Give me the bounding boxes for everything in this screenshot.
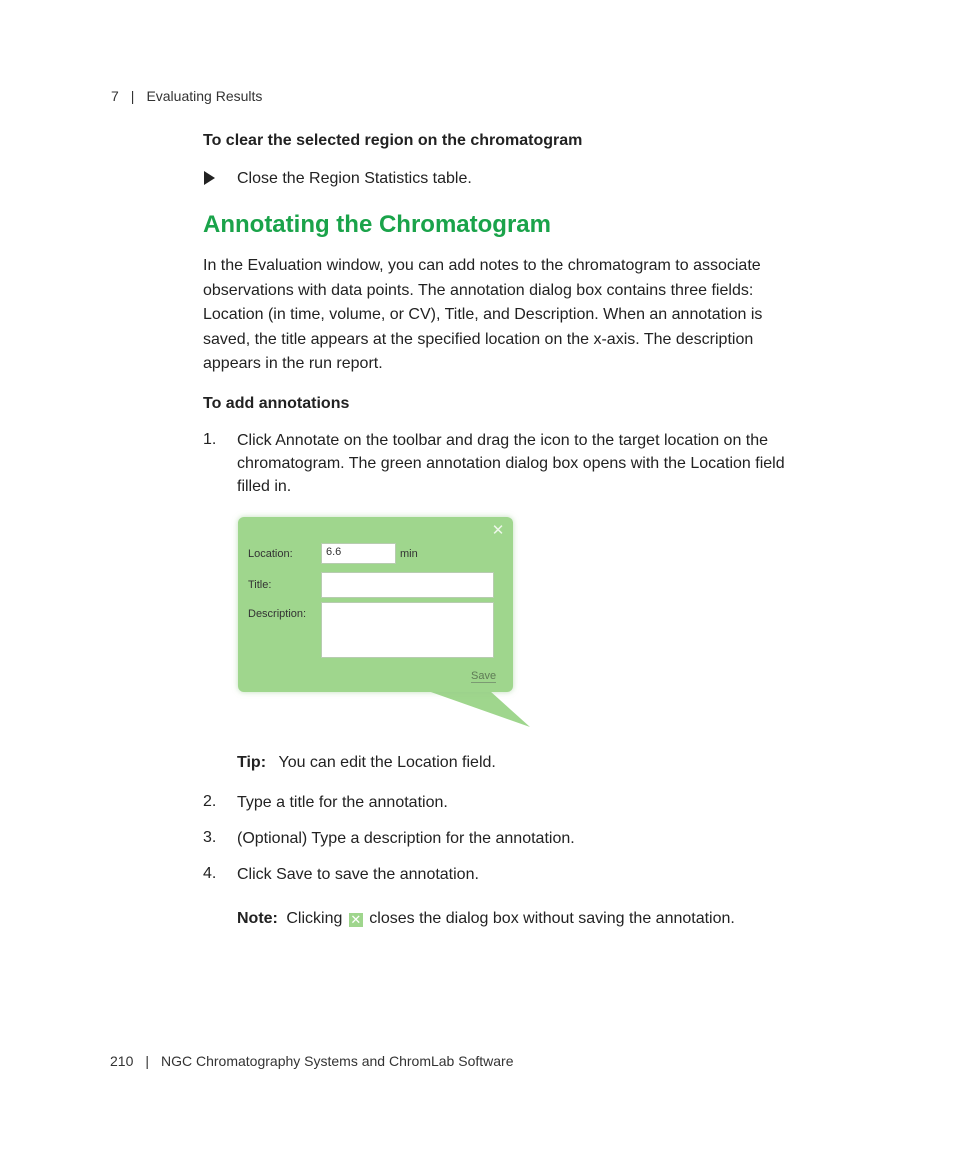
step-number: 4. — [203, 865, 217, 882]
description-field[interactable] — [321, 602, 494, 658]
intro-line: In the Evaluation window, you can add notes to the chromatogram to associate — [203, 257, 761, 274]
step-number: 3. — [203, 829, 217, 846]
location-unit: min — [400, 548, 418, 560]
step-3-text: (Optional) Type a description for the annotation. — [237, 830, 575, 847]
note — [237, 907, 837, 932]
annotation-dialog-screenshot — [238, 517, 532, 729]
step-4-text: Click Save to save the annotation. — [237, 866, 479, 883]
book-title: NGC Chromatography Systems and ChromLab Software — [161, 1053, 514, 1069]
intro-line: appears in the run report. — [203, 355, 383, 372]
intro-line: Location (in time, volume, or CV), Title, and Description. When an annotation is — [203, 306, 763, 323]
location-field[interactable]: 6.6 — [321, 543, 396, 564]
header-separator: | — [130, 88, 135, 104]
tip-text: You can edit the Location field. — [278, 754, 496, 771]
step-2-text: Type a title for the annotation. — [237, 794, 448, 811]
chapter-number: 7 — [111, 88, 119, 104]
step-line: Click Annotate on the toolbar and drag the icon to the target location on the — [237, 432, 769, 449]
running-footer — [110, 1053, 513, 1069]
location-label: Location: — [248, 548, 293, 560]
section-title: Annotating the Chromatogram — [203, 211, 551, 238]
close-icon[interactable]: ✕ — [491, 522, 505, 539]
intro-line: observations with data points. The annotation dialog box contains three fields: — [203, 281, 754, 299]
step-number: 1. — [203, 431, 217, 448]
note-label: Note: — [237, 910, 278, 927]
step-line: chromatogram. The green annotation dialog box opens with the Location field — [237, 455, 785, 472]
footer-separator: | — [145, 1053, 149, 1069]
save-button[interactable]: Save — [471, 670, 497, 682]
title-label: Title: — [248, 579, 272, 591]
note-text-before: Clicking — [286, 910, 343, 927]
running-header — [111, 88, 262, 104]
tip — [237, 751, 496, 776]
step-number: 2. — [203, 793, 217, 810]
clear-region-heading: To clear the selected region on the chromatogram — [203, 132, 583, 149]
annotation-dialog — [238, 517, 513, 692]
close-icon: ✕ — [350, 912, 362, 927]
step-line: filled in. — [237, 478, 292, 495]
step-1-text — [237, 429, 837, 498]
title-field[interactable] — [321, 572, 494, 598]
tip-label: Tip: — [237, 754, 267, 771]
clear-region-bullet: Close the Region Statistics table. — [237, 170, 472, 187]
intro-line: saved, the title appears at the specified location on the x-axis. The description — [203, 330, 754, 348]
page-number: 210 — [110, 1053, 134, 1069]
description-label: Description: — [248, 608, 307, 620]
chapter-title: Evaluating Results — [146, 88, 263, 104]
bullet-arrow-icon — [204, 171, 215, 185]
note-text-after: closes the dialog box without saving the annotation. — [369, 910, 735, 927]
intro-paragraph — [203, 254, 843, 377]
add-annotations-heading: To add annotations — [203, 395, 350, 412]
